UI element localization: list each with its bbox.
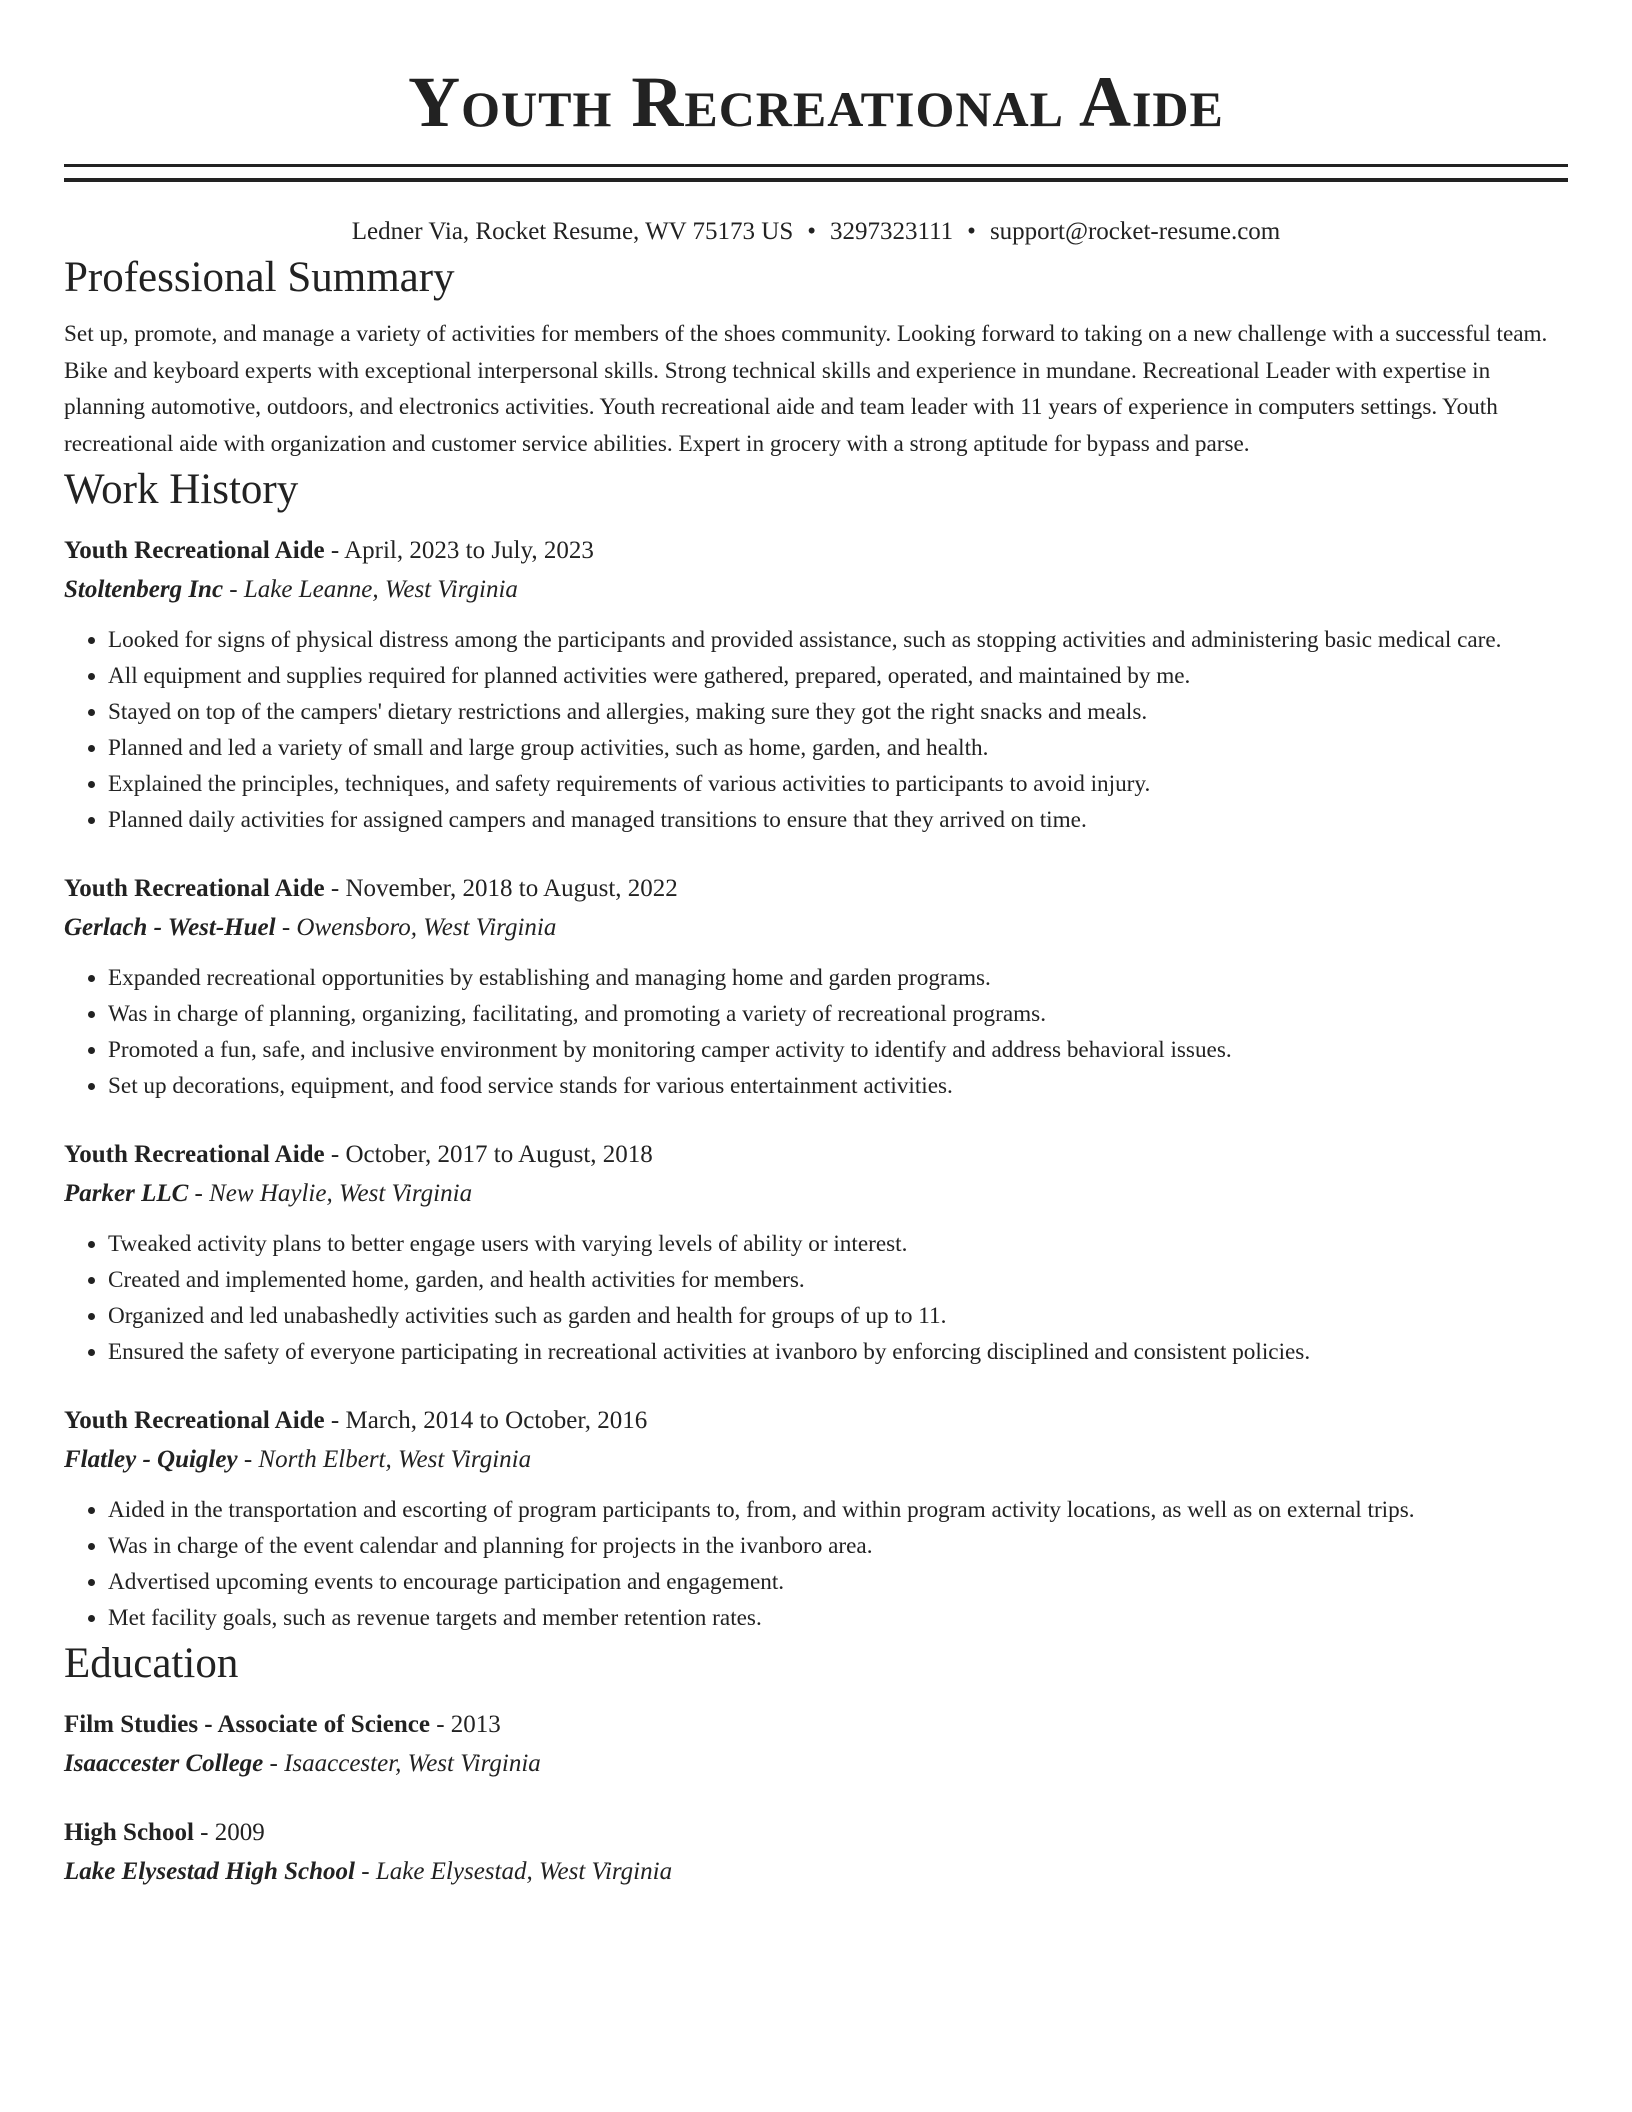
- job-bullet: • Planned and led a variety of small and large group activities, such as home, garden, and health.: [108, 730, 1568, 766]
- summary-heading: Professional Summary: [64, 254, 455, 301]
- work-history-list: [64, 532, 1568, 1636]
- work-history-heading: Work History: [64, 466, 299, 513]
- job-company-line: [64, 908, 1568, 948]
- education-degree: High School: [64, 1819, 194, 1846]
- job-company-line: [64, 1174, 1568, 1214]
- education-dash: -: [354, 1858, 376, 1885]
- job-location: New Haylie, West Virginia: [209, 1180, 473, 1207]
- job-bullet: • All equipment and supplies required for planned activities were gathered, prepared, operated, and maintained by me.: [108, 658, 1568, 694]
- job-dash: -: [237, 1446, 259, 1473]
- summary-text: Set up, promote, and manage a variety of activities for members of the shoes community. Looking forward to taking on a new challenge with a successful team. Bike and keyboard experts with exceptional interpersonal skills. Strong technical skills and experience in mundane. Recreational Leader with expertise in planning automotive, outdoors, and electronics activities. Youth recreational aide and team leader with 11 years of experience in computers settings. Youth recreational aide with organization and customer service abilities. Expert in grocery with a strong aptitude for bypass and parse.: [64, 321, 1548, 457]
- job-bullet: • Met facility goals, such as revenue targets and member retention rates.: [108, 1600, 1568, 1636]
- education-year: 2009: [214, 1819, 265, 1846]
- job-company: Flatley - Quigley: [64, 1446, 238, 1473]
- job-bullet-list: [64, 960, 1568, 1104]
- education-list: [64, 1706, 1568, 1892]
- education-location: Isaaccester, West Virginia: [284, 1750, 541, 1777]
- job-bullet: • Created and implemented home, garden, and health activities for members.: [108, 1262, 1568, 1298]
- job-role: Youth Recreational Aide: [64, 537, 325, 564]
- job-dash: -: [275, 914, 297, 941]
- job-bullet: • Stayed on top of the campers' dietary restrictions and allergies, making sure they got the right snacks and meals.: [108, 694, 1568, 730]
- contact-address: Ledner Via, Rocket Resume, WV 75173 US: [351, 218, 794, 245]
- job-bullet: • Was in charge of planning, organizing, facilitating, and promoting a variety of recreational programs.: [108, 996, 1568, 1032]
- job-title-line: [64, 1402, 1568, 1440]
- job-bullet: • Organized and led unabashedly activities such as garden and health for groups of up to 11.: [108, 1298, 1568, 1334]
- job-dash: -: [324, 537, 345, 564]
- job-dates: October, 2017 to August, 2018: [345, 1141, 653, 1168]
- job-dash: -: [188, 1180, 210, 1207]
- education-dash: -: [263, 1750, 285, 1777]
- job-dates: April, 2023 to July, 2023: [344, 537, 594, 564]
- job-dates: November, 2018 to August, 2022: [345, 875, 678, 902]
- job-dash: -: [223, 576, 244, 603]
- education-school: Isaaccester College: [64, 1750, 264, 1777]
- education-dash: -: [429, 1711, 451, 1738]
- job-company-line: [64, 1440, 1568, 1480]
- job-location: Owensboro, West Virginia: [296, 914, 557, 941]
- job-bullet: • Was in charge of the event calendar and planning for projects in the ivanboro area.: [108, 1528, 1568, 1564]
- contact-email[interactable]: support@rocket-resume.com: [989, 218, 1281, 245]
- job-bullet: • Expanded recreational opportunities by establishing and managing home and garden programs.: [108, 960, 1568, 996]
- contact-phone: 3297323111: [830, 218, 954, 245]
- job-bullet: • Advertised upcoming events to encourage participation and engagement.: [108, 1564, 1568, 1600]
- resume-name: Youth Recreational Aide: [408, 62, 1224, 142]
- job-entry: [64, 532, 1568, 838]
- job-bullet: • Ensured the safety of everyone participating in recreational activities at ivanboro by enforcing disciplined and consistent policies.: [108, 1334, 1568, 1370]
- job-location: Lake Leanne, West Virginia: [243, 576, 518, 603]
- education-dash: -: [193, 1819, 215, 1846]
- job-bullet: • Tweaked activity plans to better engage users with varying levels of ability or interest.: [108, 1226, 1568, 1262]
- job-title-line: [64, 870, 1568, 908]
- education-entry: [64, 1706, 1568, 1784]
- header-double-rule: [64, 164, 1568, 182]
- job-bullet-list: [64, 1492, 1568, 1636]
- education-degree-line: [64, 1814, 1568, 1852]
- education-heading: Education: [64, 1640, 239, 1687]
- education-entry: [64, 1814, 1568, 1892]
- job-bullet: • Promoted a fun, safe, and inclusive environment by monitoring camper activity to identify and address behavioral issues.: [108, 1032, 1568, 1068]
- job-dash: -: [324, 1141, 346, 1168]
- job-role: Youth Recreational Aide: [64, 875, 325, 902]
- job-bullet-list: [64, 1226, 1568, 1370]
- job-bullet: • Set up decorations, equipment, and food service stands for various entertainment activities.: [108, 1068, 1568, 1104]
- education-school-line: [64, 1852, 1568, 1892]
- job-title-line: [64, 532, 1568, 570]
- job-company: Stoltenberg Inc: [64, 576, 224, 603]
- job-dash: -: [324, 1407, 346, 1434]
- job-bullet: • Aided in the transportation and escorting of program participants to, from, and within program activity locations, as well as on external trips.: [108, 1492, 1568, 1528]
- job-role: Youth Recreational Aide: [64, 1141, 325, 1168]
- job-bullet-list: [64, 622, 1568, 838]
- job-entry: [64, 1402, 1568, 1636]
- job-bullet: • Planned daily activities for assigned campers and managed transitions to ensure that they arrived on time.: [108, 802, 1568, 838]
- job-title-line: [64, 1136, 1568, 1174]
- job-company-line: [64, 570, 1568, 610]
- contact-separator: •: [967, 218, 976, 245]
- job-company: Gerlach - West-Huel: [64, 914, 276, 941]
- job-entry: [64, 1136, 1568, 1370]
- job-dash: -: [324, 875, 346, 902]
- education-location: Lake Elysestad, West Virginia: [375, 1858, 673, 1885]
- job-location: North Elbert, West Virginia: [258, 1446, 532, 1473]
- education-year: 2013: [450, 1711, 501, 1738]
- education-school: Lake Elysestad High School: [64, 1858, 355, 1885]
- job-bullet: • Explained the principles, techniques, and safety requirements of various activities to participants to avoid injury.: [108, 766, 1568, 802]
- contact-separator: •: [807, 218, 817, 245]
- job-role: Youth Recreational Aide: [64, 1407, 325, 1434]
- education-degree-line: [64, 1706, 1568, 1744]
- contact-line: [64, 214, 1568, 250]
- job-company: Parker LLC: [64, 1180, 189, 1207]
- education-degree: Film Studies - Associate of Science: [64, 1711, 430, 1738]
- job-dates: March, 2014 to October, 2016: [345, 1407, 648, 1434]
- job-bullet: • Looked for signs of physical distress among the participants and provided assistance, such as stopping activities and administering basic medical care.: [108, 622, 1568, 658]
- job-entry: [64, 870, 1568, 1104]
- education-school-line: [64, 1744, 1568, 1784]
